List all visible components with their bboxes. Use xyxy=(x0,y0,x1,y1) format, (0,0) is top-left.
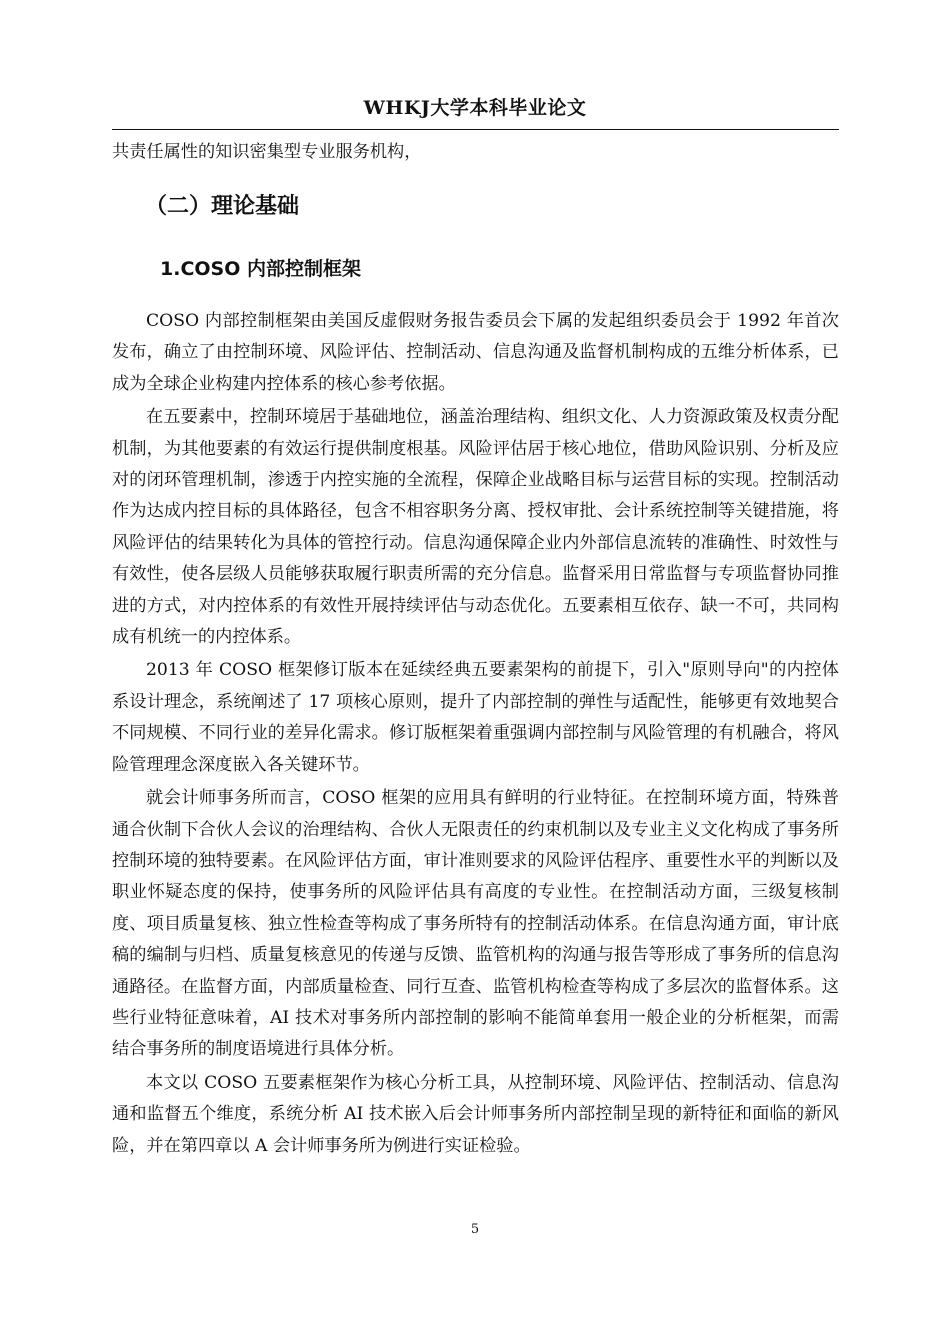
body-paragraphs xyxy=(112,306,839,1164)
paragraph: 就会计师事务所而言，COSO 框架的应用具有鲜明的行业特征。在控制环境方面，特殊普通合伙制下合伙人会议的治理结构、合伙人无限责任的约束机制以及专业主义文化构成了事务所控制环境的独特要素。在风险评估方面，审计准则要求的风险评估程序、重要性水平的判断以及职业怀疑态度的保持，使事务所的风险评估具有高度的专业性。在控制活动方面，三级复核制度、项目质量复核、独立性检查等构成了事务所特有的控制活动体系。在信息沟通方面，审计底稿的编制与归档、质量复核意见的传递与反馈、监管机构的沟通与报告等形成了事务所的信息沟通路径。在监督方面，内部质量检查、同行互查、监管机构检查等构成了多层次的监督体系。这些行业特征意味着，AI 技术对事务所内部控制的影响不能简单套用一般企业的分析框架，而需结合事务所的制度语境进行具体分析。 xyxy=(112,788,839,1060)
page-number: 5 xyxy=(470,1222,480,1237)
paragraph: 2013 年 COSO 框架修订版本在延续经典五要素架构的前提下，引入"原则导向"的内控体系设计理念，系统阐述了 17 项核心原则，提升了内部控制的弹性与适配性，能够更有效地契合不同规模、不同行业的差异化需求。修订版框架着重强调内部控制与风险管理的有机融合，将风险管理理念深度嵌入各关键环节。 xyxy=(112,660,839,775)
section-heading: （二）理论基础 xyxy=(145,194,300,219)
paragraph: COSO 内部控制框架由美国反虚假财务报告委员会下属的发起组织委员会于 1992 年首次发布，确立了由控制环境、风险评估、控制活动、信息沟通及监督机制构成的五维分析体系，已成为全球企业构建内控体系的核心参考依据。 xyxy=(112,311,839,394)
paragraph: 本文以 COSO 五要素框架作为核心分析工具，从控制环境、风险评估、控制活动、信息沟通和监督五个维度，系统分析 AI 技术嵌入后会计师事务所内部控制呈现的新特征和面临的新风险，并在第四章以 A 会计师事务所为例进行实证检验。 xyxy=(112,1072,839,1156)
subsection-heading: 1.COSO 内部控制框架 xyxy=(160,258,361,280)
continued-text-line: 共责任属性的知识密集型专业服务机构， xyxy=(112,142,422,162)
paragraph: 在五要素中，控制环境居于基础地位，涵盖治理结构、组织文化、人力资源政策及权责分配机制，为其他要素的有效运行提供制度根基。风险评估居于核心地位，借助风险识别、分析及应对的闭环管理机制，渗透于内控实施的全流程，保障企业战略目标与运营目标的实现。控制活动作为达成内控目标的具体路径，包含不相容职务分离、授权审批、会计系统控制等关键措施，将风险评估的结果转化为具体的管控行动。信息沟通保障企业内外部信息流转的准确性、时效性与有效性，使各层级人员能够获取履行职责所需的充分信息。监督采用日常监督与专项监督协同推进的方式，对内控体系的有效性开展持续评估与动态优化。五要素相互依存、缺一不可，共同构成有机统一的内控体系。 xyxy=(112,407,839,648)
header-divider xyxy=(112,129,839,130)
thesis-header-title: WHKJ大学本科毕业论文 xyxy=(363,97,587,119)
